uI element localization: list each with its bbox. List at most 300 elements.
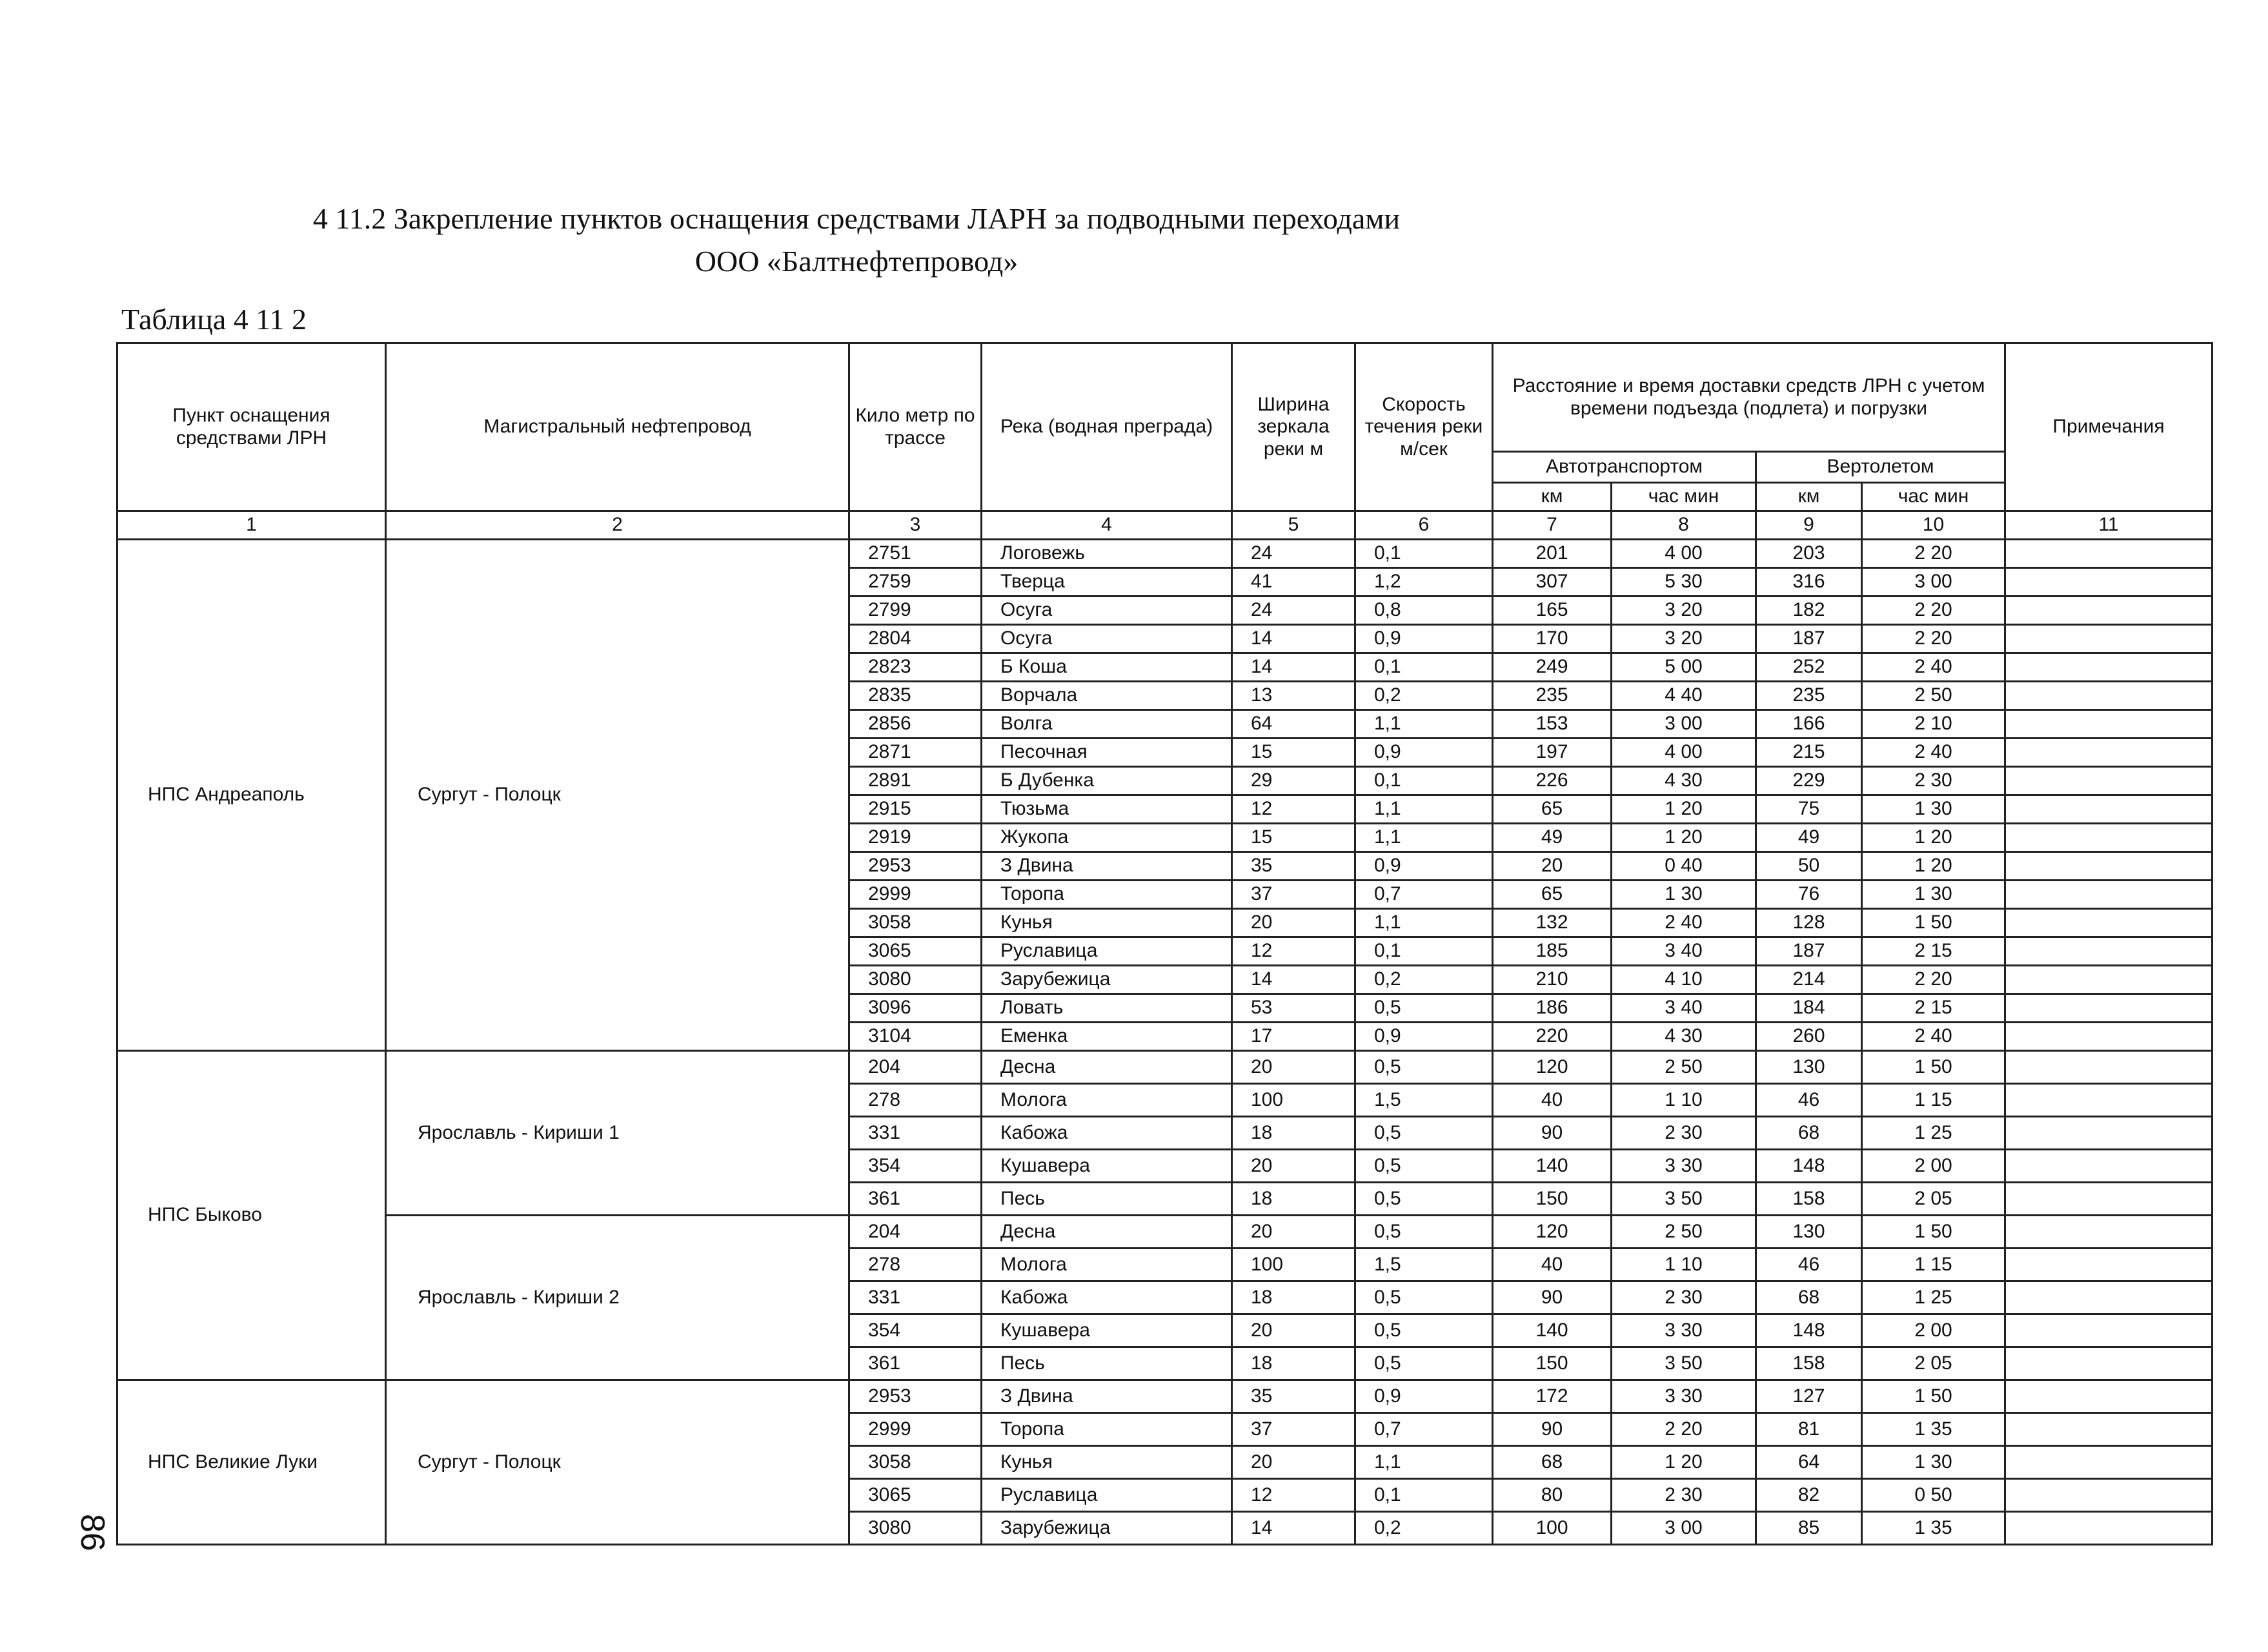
speed-cell: 1,1	[1355, 824, 1493, 852]
heli-km-cell: 64	[1756, 1446, 1862, 1479]
heli-time-cell: 2 20	[1862, 625, 2005, 653]
larn-table	[116, 342, 2213, 1545]
page-number: 86	[74, 1514, 111, 1551]
width-cell: 18	[1232, 1183, 1355, 1216]
km-cell: 278	[849, 1084, 982, 1117]
heli-km-cell: 85	[1756, 1512, 1862, 1545]
speed-cell: 0,5	[1355, 1150, 1493, 1183]
heli-km-cell: 46	[1756, 1084, 1862, 1117]
notes-cell	[2005, 710, 2212, 739]
heli-time-cell: 2 00	[1862, 1150, 2005, 1183]
speed-cell: 0,2	[1355, 682, 1493, 710]
heli-time-cell: 2 40	[1862, 653, 2005, 682]
pipeline-cell: Сургут - Полоцк	[386, 540, 849, 1051]
auto-time-cell: 1 20	[1612, 824, 1756, 852]
auto-km-cell: 90	[1493, 1117, 1612, 1150]
auto-time-cell: 1 10	[1612, 1249, 1756, 1281]
auto-time-cell: 3 50	[1612, 1347, 1756, 1380]
width-cell: 12	[1232, 937, 1355, 966]
speed-cell: 1,5	[1355, 1084, 1493, 1117]
speed-cell: 0,5	[1355, 1183, 1493, 1216]
width-cell: 14	[1232, 625, 1355, 653]
heli-km-cell: 127	[1756, 1380, 1862, 1413]
speed-cell: 0,5	[1355, 1117, 1493, 1150]
heli-km-cell: 182	[1756, 597, 1862, 625]
notes-cell	[2005, 824, 2212, 852]
speed-cell: 0,5	[1355, 1216, 1493, 1249]
auto-time-cell: 2 50	[1612, 1051, 1756, 1084]
heli-time-cell: 1 30	[1862, 795, 2005, 824]
column-number: 9	[1756, 511, 1862, 540]
auto-km-cell: 140	[1493, 1314, 1612, 1347]
notes-cell	[2005, 1249, 2212, 1281]
notes-cell	[2005, 1117, 2212, 1150]
auto-km-cell: 40	[1493, 1084, 1612, 1117]
heli-time-cell: 2 15	[1862, 994, 2005, 1023]
header-km: Кило метр по трассе	[849, 343, 982, 511]
heli-km-cell: 166	[1756, 710, 1862, 739]
width-cell: 20	[1232, 1314, 1355, 1347]
width-cell: 35	[1232, 852, 1355, 881]
auto-time-cell: 1 20	[1612, 795, 1756, 824]
auto-km-cell: 68	[1493, 1446, 1612, 1479]
column-number: 3	[849, 511, 982, 540]
heli-time-cell: 2 05	[1862, 1183, 2005, 1216]
auto-time-cell: 2 50	[1612, 1216, 1756, 1249]
width-cell: 29	[1232, 767, 1355, 795]
heli-km-cell: 148	[1756, 1314, 1862, 1347]
km-cell: 3080	[849, 1512, 982, 1545]
auto-time-cell: 5 30	[1612, 568, 1756, 597]
pipeline-cell: Ярославль - Кириши 2	[386, 1216, 849, 1380]
auto-time-cell: 3 00	[1612, 1512, 1756, 1545]
width-cell: 18	[1232, 1117, 1355, 1150]
river-cell: З Двина	[982, 1380, 1232, 1413]
km-cell: 3058	[849, 909, 982, 937]
width-cell: 18	[1232, 1347, 1355, 1380]
heli-time-cell: 1 30	[1862, 881, 2005, 909]
river-cell: Волга	[982, 710, 1232, 739]
speed-cell: 0,5	[1355, 1281, 1493, 1314]
notes-cell	[2005, 881, 2212, 909]
heli-km-cell: 229	[1756, 767, 1862, 795]
speed-cell: 0,2	[1355, 966, 1493, 994]
notes-cell	[2005, 1413, 2212, 1446]
table-row	[117, 540, 2212, 568]
notes-cell	[2005, 994, 2212, 1023]
table-label: Таблица 4 11 2	[121, 303, 307, 336]
river-cell: Ворчала	[982, 682, 1232, 710]
heli-time-cell: 2 30	[1862, 767, 2005, 795]
speed-cell: 0,1	[1355, 653, 1493, 682]
auto-km-cell: 140	[1493, 1150, 1612, 1183]
river-cell: Руславица	[982, 937, 1232, 966]
header-river: Река (водная преграда)	[982, 343, 1232, 511]
width-cell: 100	[1232, 1084, 1355, 1117]
km-cell: 2871	[849, 739, 982, 767]
notes-cell	[2005, 1051, 2212, 1084]
width-cell: 15	[1232, 739, 1355, 767]
speed-cell: 1,1	[1355, 909, 1493, 937]
auto-time-cell: 4 00	[1612, 540, 1756, 568]
auto-time-cell: 3 40	[1612, 937, 1756, 966]
speed-cell: 1,1	[1355, 795, 1493, 824]
table-row	[117, 1051, 2212, 1084]
river-cell: Десна	[982, 1216, 1232, 1249]
width-cell: 14	[1232, 653, 1355, 682]
header-unit-time-auto: час мин	[1612, 483, 1756, 511]
heli-time-cell: 1 20	[1862, 852, 2005, 881]
auto-km-cell: 170	[1493, 625, 1612, 653]
width-cell: 100	[1232, 1249, 1355, 1281]
auto-km-cell: 150	[1493, 1183, 1612, 1216]
river-cell: Осуга	[982, 597, 1232, 625]
river-cell: Торопа	[982, 881, 1232, 909]
auto-km-cell: 307	[1493, 568, 1612, 597]
km-cell: 2804	[849, 625, 982, 653]
heli-time-cell: 2 10	[1862, 710, 2005, 739]
header-distance-time: Расстояние и время доставки средств ЛРН с учетом времени подъезда (подлета) и погрузки	[1493, 343, 2005, 452]
notes-cell	[2005, 597, 2212, 625]
width-cell: 20	[1232, 1446, 1355, 1479]
km-cell: 3096	[849, 994, 982, 1023]
auto-km-cell: 90	[1493, 1281, 1612, 1314]
heli-km-cell: 158	[1756, 1183, 1862, 1216]
heli-km-cell: 130	[1756, 1216, 1862, 1249]
river-cell: Кушавера	[982, 1150, 1232, 1183]
river-cell: Песочная	[982, 739, 1232, 767]
heli-time-cell: 1 20	[1862, 824, 2005, 852]
table-body	[117, 540, 2212, 1545]
river-cell: Кабожа	[982, 1281, 1232, 1314]
heli-time-cell: 1 30	[1862, 1446, 2005, 1479]
auto-time-cell: 4 40	[1612, 682, 1756, 710]
heli-km-cell: 260	[1756, 1023, 1862, 1051]
auto-km-cell: 235	[1493, 682, 1612, 710]
speed-cell: 0,9	[1355, 1023, 1493, 1051]
km-cell: 3065	[849, 1479, 982, 1512]
river-cell: Кунья	[982, 909, 1232, 937]
speed-cell: 0,5	[1355, 994, 1493, 1023]
auto-km-cell: 90	[1493, 1413, 1612, 1446]
river-cell: Зарубежица	[982, 966, 1232, 994]
notes-cell	[2005, 1479, 2212, 1512]
auto-km-cell: 120	[1493, 1216, 1612, 1249]
speed-cell: 0,9	[1355, 852, 1493, 881]
km-cell: 361	[849, 1347, 982, 1380]
auto-km-cell: 65	[1493, 881, 1612, 909]
auto-km-cell: 120	[1493, 1051, 1612, 1084]
notes-cell	[2005, 1446, 2212, 1479]
width-cell: 24	[1232, 540, 1355, 568]
auto-time-cell: 2 20	[1612, 1413, 1756, 1446]
station-cell: НПС Быково	[117, 1051, 386, 1380]
speed-cell: 1,1	[1355, 710, 1493, 739]
auto-time-cell: 3 40	[1612, 994, 1756, 1023]
heli-time-cell: 1 50	[1862, 1051, 2005, 1084]
river-cell: Логовежь	[982, 540, 1232, 568]
heli-km-cell: 214	[1756, 966, 1862, 994]
auto-km-cell: 100	[1493, 1512, 1612, 1545]
km-cell: 2999	[849, 881, 982, 909]
speed-cell: 0,5	[1355, 1347, 1493, 1380]
river-cell: Песь	[982, 1347, 1232, 1380]
heli-km-cell: 235	[1756, 682, 1862, 710]
width-cell: 20	[1232, 1150, 1355, 1183]
river-cell: Б Дубенка	[982, 767, 1232, 795]
auto-km-cell: 186	[1493, 994, 1612, 1023]
heli-time-cell: 1 50	[1862, 1380, 2005, 1413]
auto-km-cell: 165	[1493, 597, 1612, 625]
heli-km-cell: 76	[1756, 881, 1862, 909]
column-number: 4	[982, 511, 1232, 540]
column-number-row	[117, 511, 2212, 540]
auto-time-cell: 2 40	[1612, 909, 1756, 937]
river-cell: Кабожа	[982, 1117, 1232, 1150]
heli-time-cell: 2 05	[1862, 1347, 2005, 1380]
heli-km-cell: 187	[1756, 937, 1862, 966]
km-cell: 278	[849, 1249, 982, 1281]
auto-km-cell: 132	[1493, 909, 1612, 937]
speed-cell: 0,9	[1355, 625, 1493, 653]
speed-cell: 0,5	[1355, 1051, 1493, 1084]
km-cell: 331	[849, 1281, 982, 1314]
header-notes: Примечания	[2005, 343, 2212, 511]
notes-cell	[2005, 1314, 2212, 1347]
river-cell: Кушавера	[982, 1314, 1232, 1347]
header-unit-km-auto: км	[1493, 483, 1612, 511]
km-cell: 354	[849, 1314, 982, 1347]
km-cell: 2751	[849, 540, 982, 568]
heli-time-cell: 2 00	[1862, 1314, 2005, 1347]
auto-km-cell: 197	[1493, 739, 1612, 767]
notes-cell	[2005, 568, 2212, 597]
river-cell: Ловать	[982, 994, 1232, 1023]
speed-cell: 0,1	[1355, 540, 1493, 568]
speed-cell: 0,1	[1355, 767, 1493, 795]
auto-time-cell: 2 30	[1612, 1117, 1756, 1150]
column-number: 6	[1355, 511, 1493, 540]
pipeline-cell: Сургут - Полоцк	[386, 1380, 849, 1545]
heli-time-cell: 1 25	[1862, 1117, 2005, 1150]
header-width: Ширина зеркала реки м	[1232, 343, 1355, 511]
heli-km-cell: 148	[1756, 1150, 1862, 1183]
heli-time-cell: 2 20	[1862, 597, 2005, 625]
width-cell: 14	[1232, 1512, 1355, 1545]
km-cell: 2915	[849, 795, 982, 824]
auto-time-cell: 4 30	[1612, 1023, 1756, 1051]
notes-cell	[2005, 1216, 2212, 1249]
km-cell: 3080	[849, 966, 982, 994]
auto-km-cell: 249	[1493, 653, 1612, 682]
notes-cell	[2005, 852, 2212, 881]
river-cell: Тюзьма	[982, 795, 1232, 824]
heli-time-cell: 1 25	[1862, 1281, 2005, 1314]
heli-km-cell: 75	[1756, 795, 1862, 824]
width-cell: 14	[1232, 966, 1355, 994]
speed-cell: 1,1	[1355, 1446, 1493, 1479]
width-cell: 24	[1232, 597, 1355, 625]
river-cell: Руславица	[982, 1479, 1232, 1512]
auto-km-cell: 150	[1493, 1347, 1612, 1380]
width-cell: 35	[1232, 1380, 1355, 1413]
width-cell: 15	[1232, 824, 1355, 852]
heli-km-cell: 49	[1756, 824, 1862, 852]
width-cell: 41	[1232, 568, 1355, 597]
auto-time-cell: 1 20	[1612, 1446, 1756, 1479]
speed-cell: 0,2	[1355, 1512, 1493, 1545]
auto-time-cell: 4 00	[1612, 739, 1756, 767]
header-speed: Скорость течения реки м/сек	[1355, 343, 1493, 511]
notes-cell	[2005, 1281, 2212, 1314]
table-row	[117, 1380, 2212, 1413]
speed-cell: 0,8	[1355, 597, 1493, 625]
auto-time-cell: 4 10	[1612, 966, 1756, 994]
km-cell: 2999	[849, 1413, 982, 1446]
heli-time-cell: 2 40	[1862, 1023, 2005, 1051]
heli-km-cell: 68	[1756, 1281, 1862, 1314]
river-cell: Десна	[982, 1051, 1232, 1084]
auto-time-cell: 1 30	[1612, 881, 1756, 909]
auto-time-cell: 3 20	[1612, 625, 1756, 653]
column-number: 5	[1232, 511, 1355, 540]
auto-time-cell: 3 00	[1612, 710, 1756, 739]
auto-time-cell: 4 30	[1612, 767, 1756, 795]
auto-km-cell: 20	[1493, 852, 1612, 881]
auto-time-cell: 2 30	[1612, 1281, 1756, 1314]
auto-time-cell: 2 30	[1612, 1479, 1756, 1512]
km-cell: 2759	[849, 568, 982, 597]
river-cell: Песь	[982, 1183, 1232, 1216]
header-heli: Вертолетом	[1756, 452, 2005, 483]
river-cell: Зарубежица	[982, 1512, 1232, 1545]
notes-cell	[2005, 653, 2212, 682]
pipeline-cell: Ярославль - Кириши 1	[386, 1051, 849, 1216]
heli-km-cell: 158	[1756, 1347, 1862, 1380]
notes-cell	[2005, 682, 2212, 710]
header-station: Пункт оснащения средствами ЛРН	[117, 343, 386, 511]
heli-km-cell: 215	[1756, 739, 1862, 767]
auto-time-cell: 5 00	[1612, 653, 1756, 682]
speed-cell: 1,2	[1355, 568, 1493, 597]
auto-time-cell: 3 30	[1612, 1314, 1756, 1347]
notes-cell	[2005, 1512, 2212, 1545]
km-cell: 3065	[849, 937, 982, 966]
auto-km-cell: 49	[1493, 824, 1612, 852]
notes-cell	[2005, 909, 2212, 937]
river-cell: Б Коша	[982, 653, 1232, 682]
notes-cell	[2005, 795, 2212, 824]
auto-time-cell: 3 20	[1612, 597, 1756, 625]
km-cell: 2953	[849, 852, 982, 881]
notes-cell	[2005, 966, 2212, 994]
km-cell: 2856	[849, 710, 982, 739]
river-cell: Кунья	[982, 1446, 1232, 1479]
column-number: 2	[386, 511, 849, 540]
heli-time-cell: 1 50	[1862, 1216, 2005, 1249]
speed-cell: 0,9	[1355, 739, 1493, 767]
heli-km-cell: 68	[1756, 1117, 1862, 1150]
auto-km-cell: 210	[1493, 966, 1612, 994]
river-cell: Тверца	[982, 568, 1232, 597]
heli-time-cell: 2 20	[1862, 540, 2005, 568]
auto-km-cell: 226	[1493, 767, 1612, 795]
notes-cell	[2005, 1150, 2212, 1183]
station-cell: НПС Великие Луки	[117, 1380, 386, 1545]
table-row	[117, 1216, 2212, 1249]
notes-cell	[2005, 937, 2212, 966]
notes-cell	[2005, 1084, 2212, 1117]
header-pipeline: Магистральный нефтепровод	[386, 343, 849, 511]
auto-time-cell: 3 30	[1612, 1380, 1756, 1413]
km-cell: 2953	[849, 1380, 982, 1413]
auto-km-cell: 65	[1493, 795, 1612, 824]
width-cell: 20	[1232, 909, 1355, 937]
document-title: 4 11.2 Закрепление пунктов оснащения средствами ЛАРН за подводными переходами	[312, 202, 1401, 235]
auto-km-cell: 40	[1493, 1249, 1612, 1281]
km-cell: 204	[849, 1051, 982, 1084]
km-cell: 3104	[849, 1023, 982, 1051]
width-cell: 64	[1232, 710, 1355, 739]
heli-km-cell: 130	[1756, 1051, 1862, 1084]
header-unit-time-heli: час мин	[1862, 483, 2005, 511]
column-number: 11	[2005, 511, 2212, 540]
notes-cell	[2005, 540, 2212, 568]
header-unit-km-heli: км	[1756, 483, 1862, 511]
speed-cell: 0,9	[1355, 1380, 1493, 1413]
auto-km-cell: 185	[1493, 937, 1612, 966]
width-cell: 17	[1232, 1023, 1355, 1051]
notes-cell	[2005, 739, 2212, 767]
width-cell: 53	[1232, 994, 1355, 1023]
river-cell: Молога	[982, 1249, 1232, 1281]
notes-cell	[2005, 625, 2212, 653]
column-number: 7	[1493, 511, 1612, 540]
speed-cell: 0,1	[1355, 1479, 1493, 1512]
auto-km-cell: 201	[1493, 540, 1612, 568]
river-cell: Молога	[982, 1084, 1232, 1117]
km-cell: 3058	[849, 1446, 982, 1479]
width-cell: 12	[1232, 795, 1355, 824]
notes-cell	[2005, 1347, 2212, 1380]
heli-km-cell: 128	[1756, 909, 1862, 937]
speed-cell: 0,7	[1355, 881, 1493, 909]
heli-km-cell: 184	[1756, 994, 1862, 1023]
width-cell: 13	[1232, 682, 1355, 710]
heli-km-cell: 203	[1756, 540, 1862, 568]
km-cell: 331	[849, 1117, 982, 1150]
auto-km-cell: 80	[1493, 1479, 1612, 1512]
km-cell: 2835	[849, 682, 982, 710]
auto-time-cell: 3 50	[1612, 1183, 1756, 1216]
auto-time-cell: 0 40	[1612, 852, 1756, 881]
river-cell: Жукопа	[982, 824, 1232, 852]
speed-cell: 0,7	[1355, 1413, 1493, 1446]
notes-cell	[2005, 1023, 2212, 1051]
km-cell: 204	[849, 1216, 982, 1249]
km-cell: 361	[849, 1183, 982, 1216]
width-cell: 37	[1232, 1413, 1355, 1446]
km-cell: 2799	[849, 597, 982, 625]
heli-km-cell: 81	[1756, 1413, 1862, 1446]
auto-time-cell: 3 30	[1612, 1150, 1756, 1183]
station-cell: НПС Андреаполь	[117, 540, 386, 1051]
heli-time-cell: 1 50	[1862, 909, 2005, 937]
river-cell: З Двина	[982, 852, 1232, 881]
heli-time-cell: 2 40	[1862, 739, 2005, 767]
heli-km-cell: 187	[1756, 625, 1862, 653]
heli-time-cell: 1 15	[1862, 1084, 2005, 1117]
